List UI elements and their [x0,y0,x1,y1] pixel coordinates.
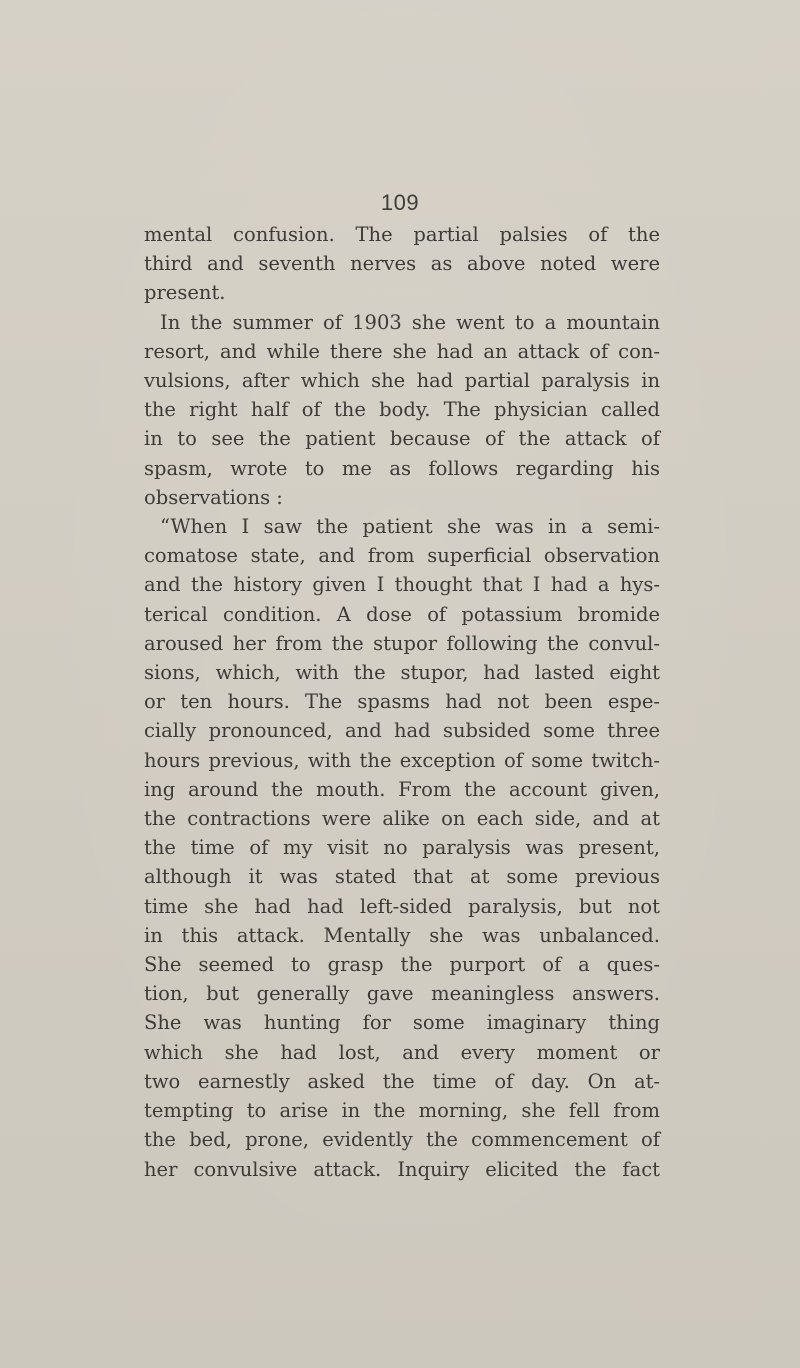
text-line: in this attack. Mentally she was unbalanced. [144,923,660,947]
text-line: although it was stated that at some previous [144,865,660,889]
text-line: time she had had left-sided paralysis, but not [144,894,660,918]
text-line: and the history given I thought that I had a hys- [144,573,660,597]
text-line: mental confusion. The partial palsies of the [144,223,660,246]
text-line: third and seventh nerves as above noted were [144,252,660,276]
text-line: vulsions, after which she had partial paralysis in [144,369,660,393]
text-line: hours previous, with the exception of some twitch- [144,748,660,772]
text-line: or ten hours. The spasms had not been espe- [144,690,660,714]
text-line: in to see the patient because of the attack of [144,427,660,451]
text-line: ing around the mouth. From the account given, [144,777,660,801]
text-line: sions, which, with the stupor, had lasted eight [144,661,660,685]
text-line: She was hunting for some imaginary thing [144,1011,660,1035]
text-line: two earnestly asked the time of day. On at- [144,1069,660,1093]
text-line: the time of my visit no paralysis was present, [144,836,660,860]
text-line: the right half of the body. The physician called [144,398,660,422]
text-line: her convulsive attack. Inquiry elicited the fact [144,1157,660,1181]
text-line: “When I saw the patient she was in a semi- [160,515,660,539]
text-line: present. [144,281,226,305]
text-line: the bed, prone, evidently the commencement of [144,1128,660,1152]
page-number: 109 [380,190,420,215]
text-line: spasm, wrote to me as follows regarding his [144,456,660,480]
text-line: tempting to arise in the morning, she fell from [144,1099,660,1123]
text-line: observations : [144,485,283,509]
text-line: She seemed to grasp the purport of a ques- [144,953,660,977]
text-line: tion, but generally gave meaningless answers. [144,982,660,1006]
text-line: the contractions were alike on each side, and at [144,807,660,831]
text-line: In the summer of 1903 she went to a mountain [160,310,660,334]
text-line: aroused her from the stupor following the convul- [144,631,660,655]
body-text [144,220,660,1184]
text-line: which she had lost, and every moment or [144,1040,660,1064]
text-line: terical condition. A dose of potassium bromide [144,602,660,626]
text-line: cially pronounced, and had subsided some three [144,719,660,743]
text-line: comatose state, and from superficial observation [144,544,660,568]
text-line: resort, and while there she had an attack of con- [144,339,660,363]
